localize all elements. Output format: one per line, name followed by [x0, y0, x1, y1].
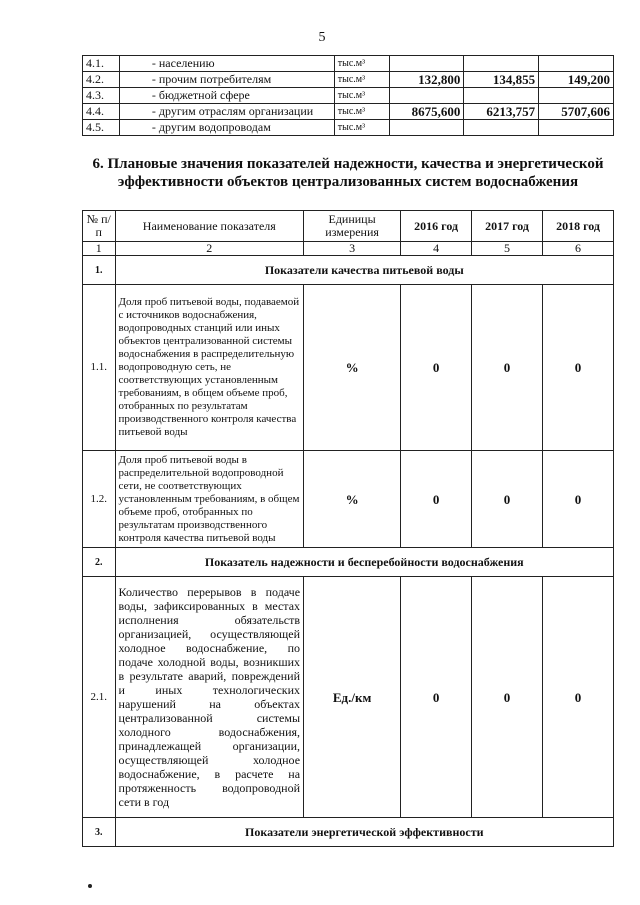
- indicator-unit: %: [304, 451, 401, 548]
- header-unit: Единицы измерения: [304, 211, 401, 242]
- column-index: 6: [543, 242, 614, 256]
- table-row: [83, 120, 614, 136]
- section-row: [83, 548, 614, 577]
- value-2017: 0: [472, 451, 543, 548]
- row-number: 4.2.: [83, 72, 120, 88]
- indicator-name: Доля проб питьевой воды, подаваемой с источников водоснабжения, водопроводных станций или иных объектов централизованной системы водоснабжения в распределительную водопроводную сеть, не соответствующих установленным требованиям, в общем объеме проб, отобранных по результатам производственного контроля качества питьевой воды: [115, 285, 304, 451]
- value-2016: 0: [401, 451, 472, 548]
- indicator-unit: %: [304, 285, 401, 451]
- table-row: [83, 72, 614, 88]
- row-unit: тыс.м³: [334, 120, 389, 136]
- row-number: 4.1.: [83, 56, 120, 72]
- column-index: 5: [472, 242, 543, 256]
- table-row: [83, 451, 614, 548]
- row-name: - прочим потребителям: [119, 72, 334, 88]
- row-number: 1.1.: [83, 285, 116, 451]
- header-2017: 2017 год: [472, 211, 543, 242]
- value-2016: 0: [401, 577, 472, 818]
- row-name: - населению: [119, 56, 334, 72]
- column-index: 1: [83, 242, 116, 256]
- value-2017: [464, 56, 539, 72]
- row-unit: тыс.м³: [334, 72, 389, 88]
- value-2017: 6213,757: [464, 104, 539, 120]
- table-row: [83, 56, 614, 72]
- value-2016: 8675,600: [389, 104, 464, 120]
- value-2018: [539, 88, 614, 104]
- table-row: [83, 104, 614, 120]
- indicator-unit: Ед./км: [304, 577, 401, 818]
- section-number: 3.: [83, 818, 116, 847]
- value-2017: 0: [472, 285, 543, 451]
- value-2018: 0: [543, 451, 614, 548]
- value-2018: [539, 120, 614, 136]
- row-number: 2.1.: [83, 577, 116, 818]
- table-header-row: [83, 211, 614, 242]
- value-2018: 0: [543, 577, 614, 818]
- header-2016: 2016 год: [401, 211, 472, 242]
- value-2016: 132,800: [389, 72, 464, 88]
- value-2016: [389, 88, 464, 104]
- value-2017: [464, 88, 539, 104]
- table-row: [83, 285, 614, 451]
- row-number: 1.2.: [83, 451, 116, 548]
- scan-mark: [88, 884, 92, 888]
- indicator-name: Количество перерывов в подаче воды, зафиксированных в местах исполнения обязательств организацией, осуществляющей холодное водоснабжение, по подаче холодной воды, возникших в результате аварий, повреждений и иных технологических нарушений на объектах централизованной системы холодного водоснабжения, принадлежащей организации, осуществляющей холодное водоснабжение, в расчете на протяженность водопроводной сети в год: [115, 577, 304, 818]
- value-2017: 0: [472, 577, 543, 818]
- row-number: 4.5.: [83, 120, 120, 136]
- column-index: 3: [304, 242, 401, 256]
- value-2017: [464, 120, 539, 136]
- header-name: Наименование показателя: [115, 211, 304, 242]
- page-number: 5: [318, 30, 326, 45]
- value-2016: 0: [401, 285, 472, 451]
- indicator-name: Доля проб питьевой воды в распределительной водопроводной сети, не соответствующих установленным требованиям, в общем объеме проб, отобранных по результатам производственного контроля качества питьевой воды: [115, 451, 304, 548]
- section-number: 1.: [83, 256, 116, 285]
- value-2017: 134,855: [464, 72, 539, 88]
- row-name: - бюджетной сфере: [119, 88, 334, 104]
- value-2018: 5707,606: [539, 104, 614, 120]
- section-row: [83, 818, 614, 847]
- row-number: 4.4.: [83, 104, 120, 120]
- section-heading: Показатели качества питьевой воды: [115, 256, 613, 285]
- section-heading: Показатели энергетической эффективности: [115, 818, 613, 847]
- row-name: - другим отраслям организации: [119, 104, 334, 120]
- row-unit: тыс.м³: [334, 56, 389, 72]
- value-2018: 149,200: [539, 72, 614, 88]
- section-heading: Показатель надежности и бесперебойности водоснабжения: [115, 548, 613, 577]
- value-2016: [389, 56, 464, 72]
- section-title: 6. Плановые значения показателей надежности, качества и энергетической эффективности объектов централизованных систем водоснабжения: [92, 156, 604, 190]
- header-2018: 2018 год: [543, 211, 614, 242]
- column-index: 4: [401, 242, 472, 256]
- value-2018: [539, 56, 614, 72]
- row-unit: тыс.м³: [334, 104, 389, 120]
- value-2018: 0: [543, 285, 614, 451]
- header-number: № п/п: [83, 211, 116, 242]
- table-row: [83, 88, 614, 104]
- supply-table: [82, 55, 614, 136]
- column-index-row: [83, 242, 614, 256]
- row-number: 4.3.: [83, 88, 120, 104]
- table-row: [83, 577, 614, 818]
- section-row: [83, 256, 614, 285]
- row-unit: тыс.м³: [334, 88, 389, 104]
- indicators-table: [82, 210, 614, 847]
- column-index: 2: [115, 242, 304, 256]
- row-name: - другим водопроводам: [119, 120, 334, 136]
- value-2016: [389, 120, 464, 136]
- section-number: 2.: [83, 548, 116, 577]
